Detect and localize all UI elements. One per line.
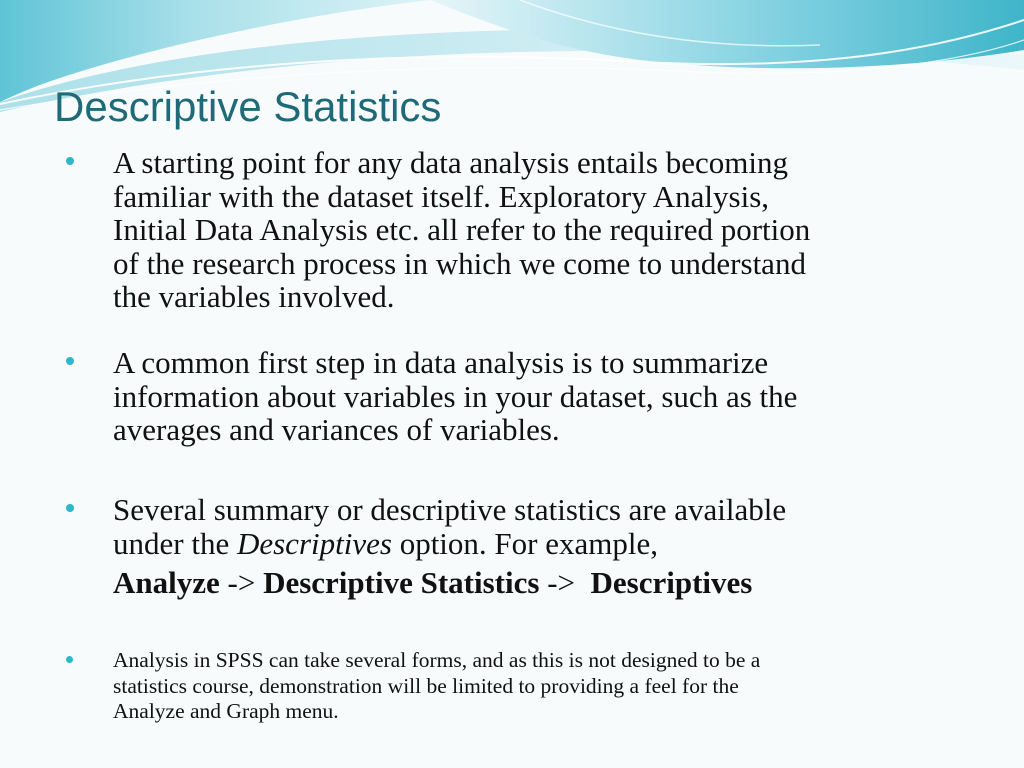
bullet-4-line: Analysis in SPSS can take several forms, and as this is not designed to be a [113,648,761,672]
bullet-marker-3 [66,504,74,512]
bullet-1-line: the variables involved. [113,279,395,314]
bullet-marker-4 [66,656,73,663]
bullet-3-text-prefix: under the [113,525,237,561]
menu-path-separator: -> [219,565,264,600]
menu-path-separator: -> [539,565,591,600]
bullet-2-line: averages and variances of variables. [113,412,560,447]
slide-title: Descriptive Statistics [54,83,442,130]
bullet-marker-1 [66,157,74,165]
menu-path-analyze: Analyze [113,565,220,600]
bullet-text-2 [113,346,797,447]
bullet-3-text-suffix: option. For example, [391,525,658,561]
bullet-1-line: A starting point for any data analysis entails becoming [113,145,788,180]
menu-path-descriptive-statistics: Descriptive Statistics [263,565,540,600]
bullet-2-line: A common first step in data analysis is to summarize [113,345,769,380]
descriptives-emphasis: Descriptives [236,525,392,561]
bullet-4-line: Analyze and Graph menu. [113,699,339,723]
menu-path [113,566,786,600]
bullet-2-line: information about variables in your dataset, such as the [113,378,798,414]
bullet-text-1 [113,146,810,314]
bullet-3-line: Several summary or descriptive statistics are available [113,492,787,527]
menu-path-descriptives: Descriptives [590,565,753,600]
bullet-marker-2 [66,357,74,365]
bullet-1-line: Initial Data Analysis etc. all refer to the required portion [113,212,811,247]
bullet-1-line: of the research process in which we come to understand [113,245,806,281]
bullet-3-line [113,527,786,561]
bullet-text-3 [113,493,786,600]
bullet-text-4 [113,648,760,725]
bullet-4-line: statistics course, demonstration will be limited to providing a feel for the [113,673,739,698]
bullet-1-line: familiar with the dataset itself. Exploratory Analysis, [113,178,770,214]
